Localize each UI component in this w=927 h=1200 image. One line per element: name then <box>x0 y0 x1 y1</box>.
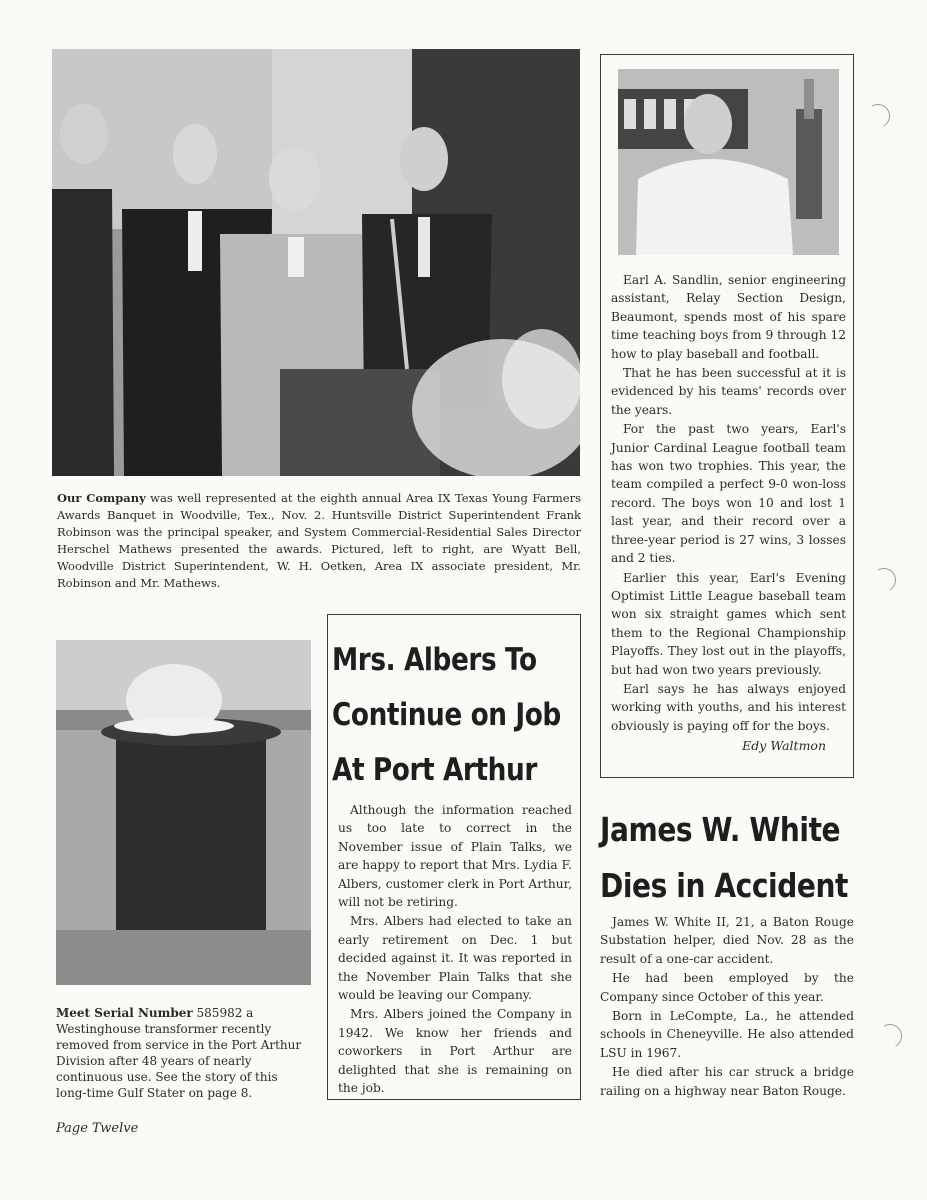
sandlin-article-body <box>611 271 846 756</box>
transformer-caption-text: 585982 a Westinghouse transformer recently removed from service in the Port Arthur Division after 48 years of nearly continuous use. See the story of this long-time Gulf Stater on page 8. <box>56 1006 302 1100</box>
binder-hole-mark <box>875 1021 904 1050</box>
sandlin-paragraph: Earl A. Sandlin, senior engineering assistant, Relay Section Design, Beaumont, spends most of his spare time teaching boys from 9 through 12 how to play baseball and football. <box>611 273 846 361</box>
transformer-caption-lead: Meet Serial Number <box>56 1006 193 1020</box>
white-article-body <box>600 913 854 1101</box>
sandlin-paragraph: Earl says he has always enjoyed working with youths, and his interest obviously is paying off for the boys. <box>611 681 846 733</box>
white-headline <box>600 802 860 914</box>
white-headline-line: James W. White <box>600 810 841 849</box>
albers-paragraph: Although the information reached us too late to correct in the November issue of Plain Talks, we are happy to report that Mrs. Lydia F. Albers, customer clerk in Port Arthur, will not be retiring. <box>338 803 572 910</box>
albers-story-box <box>327 614 581 1100</box>
white-paragraph: He died after his car struck a bridge railing on a highway near Baton Rouge. <box>600 1065 854 1098</box>
white-headline-line: Dies in Accident <box>600 866 849 905</box>
banquet-photo <box>52 49 580 476</box>
page-folio: Page Twelve <box>56 1121 139 1136</box>
binder-hole-mark <box>863 101 892 130</box>
transformer-photo <box>56 640 311 985</box>
albers-headline <box>332 633 582 798</box>
albers-article-body <box>338 801 572 1099</box>
sandlin-byline: Edy Waltmon <box>742 738 826 754</box>
albers-paragraph: Mrs. Albers had elected to take an early retirement on Dec. 1 but decided against it. It was reported in the November Plain Talks that she would be leaving our Company. <box>338 914 572 1003</box>
white-paragraph: James W. White II, 21, a Baton Rouge Substation helper, died Nov. 28 as the result of a one-car accident. <box>600 915 854 966</box>
white-paragraph: He had been employed by the Company since October of this year. <box>600 971 854 1004</box>
albers-headline-line: At Port Arthur <box>332 752 537 788</box>
transformer-caption <box>56 1005 311 1101</box>
sandlin-photo <box>618 69 839 255</box>
sandlin-paragraph: For the past two years, Earl's Junior Cardinal League football team has won two trophies. This year, the team compiled a perfect 9-0 won-loss record. The boys won 10 and lost 1 last year, and their record over a three-year period is 27 wins, 3 losses and 2 ties. <box>611 422 846 566</box>
banquet-caption-text: was well represented at the eighth annual Area IX Texas Young Farmers Awards Banquet in Woodville, Tex., Nov. 2. Huntsville District Superintendent Frank Robinson was the principal speaker, and System Commercial-Residential Sales Director Herschel Mathews presented the awards. Pictured, left to right, are Wyatt Bell, Woodville District Superintendent, W. H. Oetken, Area IX associate president, Mr. Robinson and Mr. Mathews. <box>57 491 581 590</box>
sandlin-paragraph: Earlier this year, Earl's Evening Optimist Little League baseball team won six straight games which sent them to the Regional Championship Playoffs. They lost out in the playoffs, but had won two years previously. <box>611 570 846 677</box>
banquet-caption-lead: Our Company <box>57 491 146 505</box>
albers-headline-line: Continue on Job <box>332 697 561 733</box>
albers-headline-line: Mrs. Albers To <box>332 642 537 678</box>
banquet-caption <box>57 490 581 592</box>
white-paragraph: Born in LeCompte, La., he attended schools in Cheneyville. He also attended LSU in 1967. <box>600 1009 854 1060</box>
binder-hole-mark <box>869 565 898 594</box>
sandlin-story-box <box>600 54 854 778</box>
sandlin-paragraph: That he has been successful at it is evidenced by his teams' records over the years. <box>611 366 846 417</box>
albers-paragraph: Mrs. Albers joined the Company in 1942. We know her friends and coworkers in Port Arthur are delighted that she is remaining on the job. <box>338 1007 572 1096</box>
